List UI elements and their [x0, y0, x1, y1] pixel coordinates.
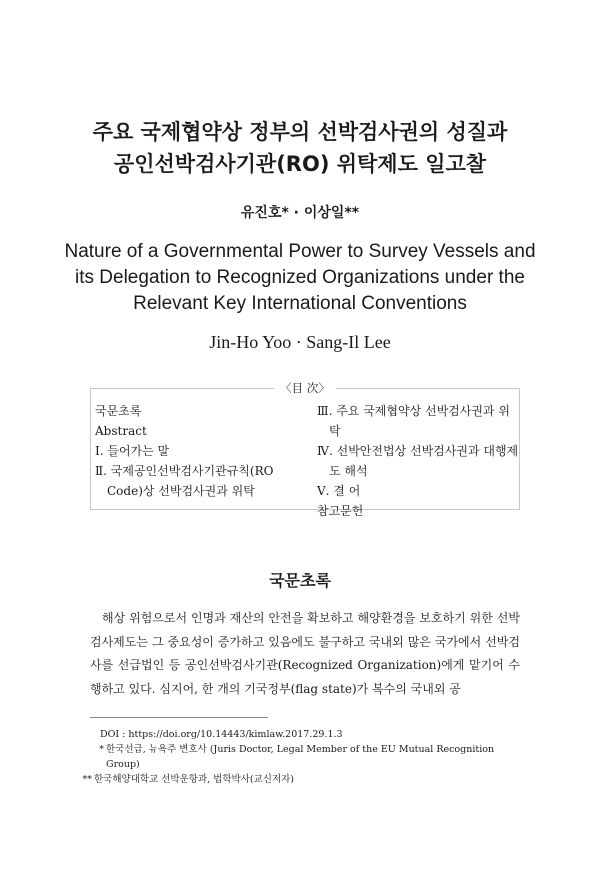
author-footnote-1	[90, 742, 520, 757]
toc-heading: 〈目 次〉	[91, 381, 519, 395]
footnote-text: 한국선급, 뉴욕주 변호사 (Juris Doctor, Legal Member of the EU Mutual Recognition	[106, 744, 495, 755]
toc-item: Ⅲ. 주요 국제협약상 선박검사권과 위탁	[317, 404, 510, 438]
footnote-mark: **	[82, 774, 92, 785]
toc-item: 참고문헌	[317, 504, 364, 518]
title-en-line-2: its Delegation to Recognized Organizations under the	[75, 267, 525, 288]
title-en-line-3: Relevant Key International Conventions	[133, 293, 467, 314]
toc-right-column	[317, 401, 521, 521]
footnote-divider	[90, 717, 268, 718]
footnote-text: 한국해양대학교 선박운항과, 법학박사(교신저자)	[94, 774, 295, 785]
toc-item: Abstract	[95, 424, 147, 438]
author-footnote-1-continued: Group)	[106, 759, 140, 770]
authors-english: Jin-Ho Yoo · Sang-Il Lee	[209, 332, 391, 352]
toc-item: Ⅳ. 선박안전법상 선박검사권과 대행제도 해석	[317, 444, 519, 478]
toc-item: Ⅱ. 국제공인선박검사기관규칙(RO Code)상 선박검사권과 위탁	[95, 464, 274, 498]
title-line-2: 공인선박검사기관(RO) 위탁제도 일고찰	[113, 152, 487, 176]
authors-korean: 유진호* · 이상일**	[240, 205, 360, 221]
abstract-body: 해상 위험으로서 인명과 재산의 안전을 확보하고 해양환경을 보호하기 위한 선박검사제도는 그 중요성이 증가하고 있음에도 불구하고 국내외 많은 국가에서 선박검사를 선급법인 등 공인선박검사기관(Recognized Organization)에게 맡기어 수행하고 있다. 심지어, 한 개의 기국정부(flag state)가 복수의 국내외 공	[90, 611, 520, 696]
title-en-line-1: Nature of a Governmental Power to Survey Vessels and	[64, 241, 536, 262]
toc-left-column	[95, 401, 300, 501]
title-line-1: 주요 국제협약상 정부의 선박검사권의 성질과	[92, 120, 508, 144]
paper-title-english	[0, 239, 600, 317]
paper-title-korean	[0, 116, 600, 180]
toc-item: 국문초록	[95, 404, 142, 418]
abstract-heading: 국문초록	[269, 571, 331, 590]
doi-footnote: DOI : https://doi.org/10.14443/kimlaw.2017.29.1.3	[100, 729, 343, 740]
footnote-mark: *	[99, 744, 104, 755]
author-footnote-2	[82, 772, 520, 787]
toc-item: Ⅴ. 결 어	[317, 484, 361, 498]
toc-item: Ⅰ. 들어가는 말	[95, 444, 170, 458]
footnotes	[82, 727, 520, 787]
table-of-contents	[90, 381, 520, 518]
